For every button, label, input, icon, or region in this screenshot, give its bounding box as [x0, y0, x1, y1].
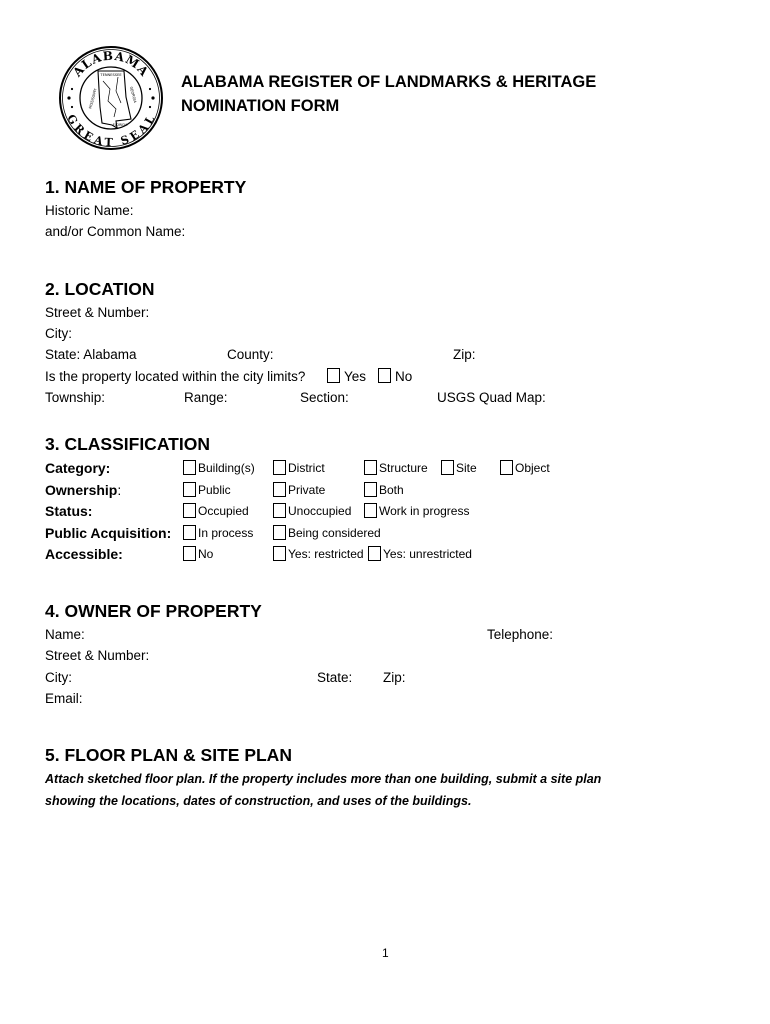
- seal-bottom-text: GREAT SEAL: [64, 112, 158, 150]
- seal-label-tennessee: TENNESSEE: [100, 73, 122, 77]
- location-state-label: State: Alabama: [45, 347, 137, 362]
- location-zip-label: Zip:: [453, 347, 476, 362]
- status-occupied-label: Occupied: [198, 504, 249, 518]
- seal-label-florida: FLORIDA: [112, 123, 128, 127]
- accessible-label: Accessible:: [45, 546, 123, 562]
- section-owner-heading: 4. OWNER OF PROPERTY: [45, 601, 262, 621]
- status-occupied-checkbox[interactable]: [183, 503, 196, 518]
- owner-state-label: State:: [317, 670, 353, 685]
- category-structure-checkbox[interactable]: [364, 460, 377, 475]
- section-label: Section:: [300, 390, 349, 405]
- location-street-label: Street & Number:: [45, 305, 150, 320]
- accessible-unrestricted-checkbox[interactable]: [368, 546, 381, 561]
- accessible-restricted-checkbox[interactable]: [273, 546, 286, 561]
- page-number: 1: [382, 946, 389, 960]
- city-limits-yes-checkbox[interactable]: [327, 368, 340, 383]
- status-unoccupied-checkbox[interactable]: [273, 503, 286, 518]
- ownership-label: Ownership:: [45, 482, 122, 498]
- city-limits-no-label: No: [395, 369, 413, 384]
- section-name-heading: 1. NAME OF PROPERTY: [45, 177, 247, 197]
- status-unoccupied-label: Unoccupied: [288, 504, 352, 518]
- seal-label-mississippi: MISSISSIPPI: [88, 88, 98, 110]
- seal-label-georgia: GEORGIA: [128, 86, 138, 104]
- owner-name-label: Name:: [45, 627, 85, 642]
- historic-name-label: Historic Name:: [45, 203, 134, 218]
- status-work-in-progress-label: Work in progress: [379, 504, 470, 518]
- acquisition-in-process-checkbox[interactable]: [183, 525, 196, 540]
- accessible-restricted-label: Yes: restricted: [288, 547, 364, 561]
- acquisition-in-process-label: In process: [198, 526, 254, 540]
- owner-telephone-label: Telephone:: [487, 627, 554, 642]
- category-buildings-checkbox[interactable]: [183, 460, 196, 475]
- owner-zip-label: Zip:: [383, 670, 406, 685]
- category-buildings-label: Building(s): [198, 461, 255, 475]
- category-site-label: Site: [456, 461, 477, 475]
- public-acquisition-label: Public Acquisition:: [45, 525, 172, 541]
- accessible-no-checkbox[interactable]: [183, 546, 196, 561]
- great-seal-logo: [58, 45, 164, 151]
- ownership-public-checkbox[interactable]: [183, 482, 196, 497]
- section-location-heading: 2. LOCATION: [45, 279, 155, 299]
- section-classification-heading: 3. CLASSIFICATION: [45, 434, 210, 454]
- category-site-checkbox[interactable]: [441, 460, 454, 475]
- city-limits-no-checkbox[interactable]: [378, 368, 391, 383]
- accessible-unrestricted-label: Yes: unrestricted: [383, 547, 472, 561]
- status-work-in-progress-checkbox[interactable]: [364, 503, 377, 518]
- category-object-label: Object: [515, 461, 550, 475]
- ownership-private-label: Private: [288, 483, 326, 497]
- plan-instruction-line1: Attach sketched floor plan. If the property includes more than one building, submit a site plan: [45, 772, 602, 786]
- section-plan-heading: 5. FLOOR PLAN & SITE PLAN: [45, 745, 292, 765]
- ownership-private-checkbox[interactable]: [273, 482, 286, 497]
- form-title-line2: NOMINATION FORM: [181, 97, 340, 115]
- category-district-label: District: [288, 461, 325, 475]
- category-object-checkbox[interactable]: [500, 460, 513, 475]
- acquisition-being-considered-checkbox[interactable]: [273, 525, 286, 540]
- owner-city-label: City:: [45, 670, 72, 685]
- seal-icon: [58, 45, 164, 151]
- svg-text:GREAT SEAL: [64, 112, 158, 149]
- ownership-both-checkbox[interactable]: [364, 482, 377, 497]
- category-label: Category:: [45, 460, 111, 476]
- category-structure-label: Structure: [379, 461, 428, 475]
- location-city-label: City:: [45, 326, 72, 341]
- owner-email-label: Email:: [45, 691, 83, 706]
- status-label: Status:: [45, 503, 93, 519]
- ownership-both-label: Both: [379, 483, 404, 497]
- form-title-line1: ALABAMA REGISTER OF LANDMARKS & HERITAGE: [181, 73, 597, 91]
- township-label: Township:: [45, 390, 106, 405]
- accessible-no-label: No: [198, 547, 214, 561]
- usgs-quad-map-label: USGS Quad Map:: [437, 390, 546, 405]
- category-district-checkbox[interactable]: [273, 460, 286, 475]
- owner-street-label: Street & Number:: [45, 648, 150, 663]
- acquisition-being-considered-label: Being considered: [288, 526, 381, 540]
- seal-top-text: ALABAMA: [70, 48, 152, 80]
- common-name-label: and/or Common Name:: [45, 224, 186, 239]
- city-limits-question: Is the property located within the city limits?: [45, 369, 306, 384]
- ownership-public-label: Public: [198, 483, 231, 497]
- plan-instruction-line2: showing the locations, dates of construction, and uses of the buildings.: [45, 794, 472, 808]
- range-label: Range:: [184, 390, 228, 405]
- city-limits-yes-label: Yes: [344, 369, 367, 384]
- location-county-label: County:: [227, 347, 274, 362]
